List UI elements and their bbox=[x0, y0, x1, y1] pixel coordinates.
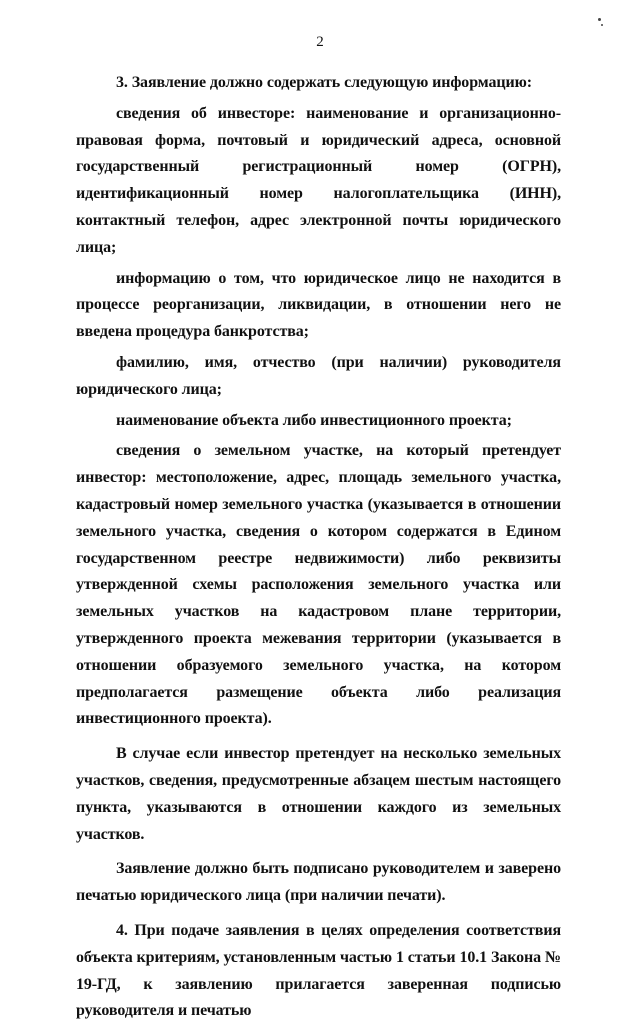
paragraph: наименование объекта либо инвестиционного проекта; bbox=[116, 411, 512, 429]
page-number: 2 bbox=[316, 34, 324, 50]
scan-speck bbox=[601, 24, 603, 26]
paragraph: Заявление должно быть подписано руководителем и заверено печатью юридического лица (при наличии печати). bbox=[76, 860, 561, 905]
paragraph: сведения об инвесторе: наименование и организационно-правовая форма, почтовый и юридический адреса, основной государственный регистрационный номер (ОГРН), идентификационный номер налогоплательщика (ИНН), контактный телефон, адрес электронной почты юридического лица; bbox=[76, 104, 561, 256]
paragraph: информацию о том, что юридическое лицо не находится в процессе реорганизации, ликвидации, в отношении него не введена процедура банкротства; bbox=[76, 269, 561, 341]
paragraph: 4. При подаче заявления в целях определения соответствия объекта критериям, установленным частью 1 статьи 10.1 Закона № 19-ГД, к заявлению прилагается заверенная подписью руководителя и печатью bbox=[76, 921, 561, 1020]
scan-speck bbox=[598, 18, 601, 21]
document-body bbox=[76, 70, 561, 1025]
paragraph: фамилию, имя, отчество (при наличии) руководителя юридического лица; bbox=[76, 353, 561, 398]
paragraph: сведения о земельном участке, на который претендует инвестор: местоположение, адрес, площадь земельного участка, кадастровый номер земельного участка (указывается в отношении земельного участка, сведения о котором содержатся в Едином государственном реестре недвижимости) либо реквизиты утвержденной схемы расположения земельного участка или земельных участков на кадастровом плане территории, утвержденного проекта межевания территории (указывается в отношении образуемого земельного участка, на котором предполагается размещение объекта либо реализация инвестиционного проекта). bbox=[76, 442, 561, 728]
paragraph: 3. Заявление должно содержать следующую информацию: bbox=[116, 74, 532, 91]
paragraph: В случае если инвестор претендует на несколько земельных участков, сведения, предусмотренные абзацем шестым настоящего пункта, указываются в отношении каждого из земельных участков. bbox=[76, 745, 561, 843]
